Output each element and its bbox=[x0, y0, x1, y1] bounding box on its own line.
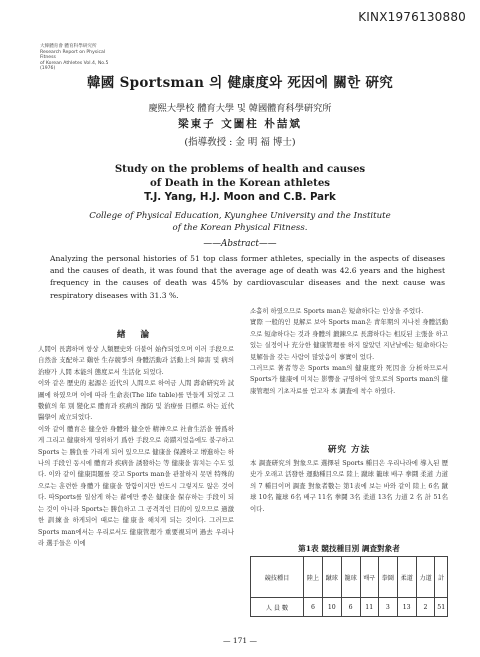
paragraph: 이와 같은 歷史的 起源은 近代의 人間으로 하여금 人間 壽命硏究와 試圖에 하였으며 이에 따라 生命表(The life table)를 만들게 되었고 그 數値의 年 別 變化로 體育과 疾病의 豫防 및 治療를 目標로 하는 近代醫學이 成立되었다. bbox=[38, 379, 234, 422]
english-title-line: of Death in the Korean athletes bbox=[149, 177, 331, 189]
english-authors: T.J. Yang, H.J. Moon and C.B. Park bbox=[144, 192, 336, 203]
section-heading-methods: 硏究 方法 bbox=[327, 445, 371, 455]
table-cell: 3 bbox=[378, 598, 397, 617]
korean-title: 韓國 Sportsman 의 健康度와 死因에 關한 硏究 bbox=[86, 75, 394, 91]
table-header-row bbox=[251, 557, 448, 598]
paragraph: 이와 같이 體育은 健全한 身體와 健全한 精神으로 社會生活을 營爲하게 그리고 健康하게 영위하기 爲한 手段으로 奇蹟지었음에도 불구하고 Sports 는 勝負를 가리게 되어 있으므로 健康을 保護하고 增進하는 하나의 手段인 동시에 體育과 疾病을 誘發하는 等 健康을 害치는 수도 있다. 이와 같이 健康問題를 갖고 Sports man을 관찰하지 못면 特殊的으로는 훈련한 身體가 健康을 향함이지만 반드시 그렇지도 않은 것이다. 따Sports를 일삼게 하는 蓄에만 좋은 健康을 保存하는 手段이 되는 것이 아니라 Sports는 勝負하고 그 공격적인 目的이 있으므로 過激한 訓練을 하게되어 때로는 健康을 해치게 되는 것이다. 그러므로 Sports man에서는 우리로서도 健康管理가 重要視되며 過去 우리나라 選手들은 이에 bbox=[38, 424, 234, 547]
paragraph: 소홀히 하였으므로 Sports man은 短命하다는 인상을 주었다. bbox=[250, 307, 424, 315]
section-heading-introduction: 緖 論 bbox=[116, 330, 156, 340]
paragraph: 人間이 長壽하며 항상 人類歷史와 더불어 始作되었으며 이러 手段으로 自然을 支配하고 鷄한 生存競爭의 身體活動과 活動上의 障害 및 病의 治療가 人間 本能의 態度로서 生活化 되었다. bbox=[38, 345, 234, 376]
table-cell: 13 bbox=[397, 598, 416, 617]
paragraph: 實際 一般的인 見解로 보아 Sports man은 靑年期의 지나친 身體活動으로 短命하다는 것과 身體의 鍛鍊으로 長壽하다는 相反된 主張을 하고 있는 실정이나 充分한 健康管理를 하지 않았던 지난날에는 短命하다는 見解들을 갖는 사람이 많았음이 事實이 었다. bbox=[250, 318, 448, 361]
english-title bbox=[0, 162, 480, 190]
english-affiliation-line: of the Korean Physical Fitness. bbox=[172, 223, 308, 233]
table-cell: 6 bbox=[304, 598, 323, 617]
journal-header bbox=[40, 44, 110, 72]
table-cell: 10 bbox=[322, 598, 341, 617]
document-id: KINX1976130880 bbox=[358, 10, 466, 24]
table-header-cell: 籠球 bbox=[341, 557, 360, 598]
abstract-heading: ——Abstract—— bbox=[203, 239, 277, 249]
table-header-cell: 計 bbox=[435, 557, 448, 598]
table-header-cell: 力道 bbox=[416, 557, 435, 598]
journal-line: Research Report on Physical Fitness bbox=[40, 49, 106, 61]
subjects-table bbox=[250, 556, 448, 617]
table-header-cell: 柔道 bbox=[397, 557, 416, 598]
table-cell: 2 bbox=[416, 598, 435, 617]
korean-authors: 梁東子 文圖柱 朴喆斌 bbox=[178, 118, 302, 130]
table-corner-cell: 競技種目 bbox=[251, 557, 304, 598]
table-header-cell: 배구 bbox=[360, 557, 378, 598]
table-title: 第1表 競技種目別 調査對象者 bbox=[298, 544, 400, 553]
journal-line: of Korean Athletes Vol.4, No.5 (1976) bbox=[40, 60, 109, 72]
right-column-top bbox=[250, 306, 448, 397]
table-cell: 11 bbox=[360, 598, 378, 617]
table-cell: 51 bbox=[435, 598, 448, 617]
table-header-cell: 蹴球 bbox=[322, 557, 341, 598]
korean-affiliation: 慶熙大學校 體育大學 및 韓國體育科學硏究所 bbox=[148, 103, 332, 114]
paragraph: 그러므로 著者等은 Sports man의 健康度와 死因을 分析하므로서 Sports가 健康에 미치는 影響을 규명하여 앞으로의 Sports man의 健康管理의 기초자료를 얻고자 本 調査에 착수 하였다. bbox=[250, 364, 448, 395]
page-number: — 171 — bbox=[222, 636, 258, 645]
table-header-cell: 陸上 bbox=[304, 557, 323, 598]
table-header-cell: 拳鬪 bbox=[378, 557, 397, 598]
left-column bbox=[38, 344, 234, 549]
table-row-label: 人 員 數 bbox=[251, 598, 304, 617]
abstract-text: Analyzing the personal histories of 51 top class former athletes, specially in the aspects of diseases and the causes of death, it was found that the average age of death was 42.6 years and the highest frequency in the causes of death was 45% by cardiovascular diseases and the next cause was respiratory diseases with 31.3 %. bbox=[50, 254, 445, 300]
paragraph: 本 調査硏究의 對象으로 選擇된 Sports 種目은 우리나라에 導入된 歷史가 오래고 活發한 運動種目으로 陸上 蹴球 籠球 배구 拳鬪 柔道 力道의 7 種目이며 調査 對象者數는 第1表에 보는 바와 같이 陸上 6名 蹴球 10名 籠球 6名 배구 11名 拳鬪 3名 柔道 13名 力道 2 名 計 51名 이다. bbox=[250, 459, 448, 513]
journal-line: 大韓體育會 體育科學研究所 bbox=[40, 44, 97, 49]
english-affiliation-line: College of Physical Education, Kyunghee University and the Institute bbox=[89, 211, 391, 221]
methods-text bbox=[250, 458, 448, 515]
korean-advisor: (指導敎授 : 金 明 福 博士) bbox=[184, 137, 296, 148]
english-affiliation bbox=[0, 210, 480, 234]
table-cell: 6 bbox=[341, 598, 360, 617]
english-title-line: Study on the problems of health and causes bbox=[114, 163, 366, 175]
table-row bbox=[251, 598, 448, 617]
